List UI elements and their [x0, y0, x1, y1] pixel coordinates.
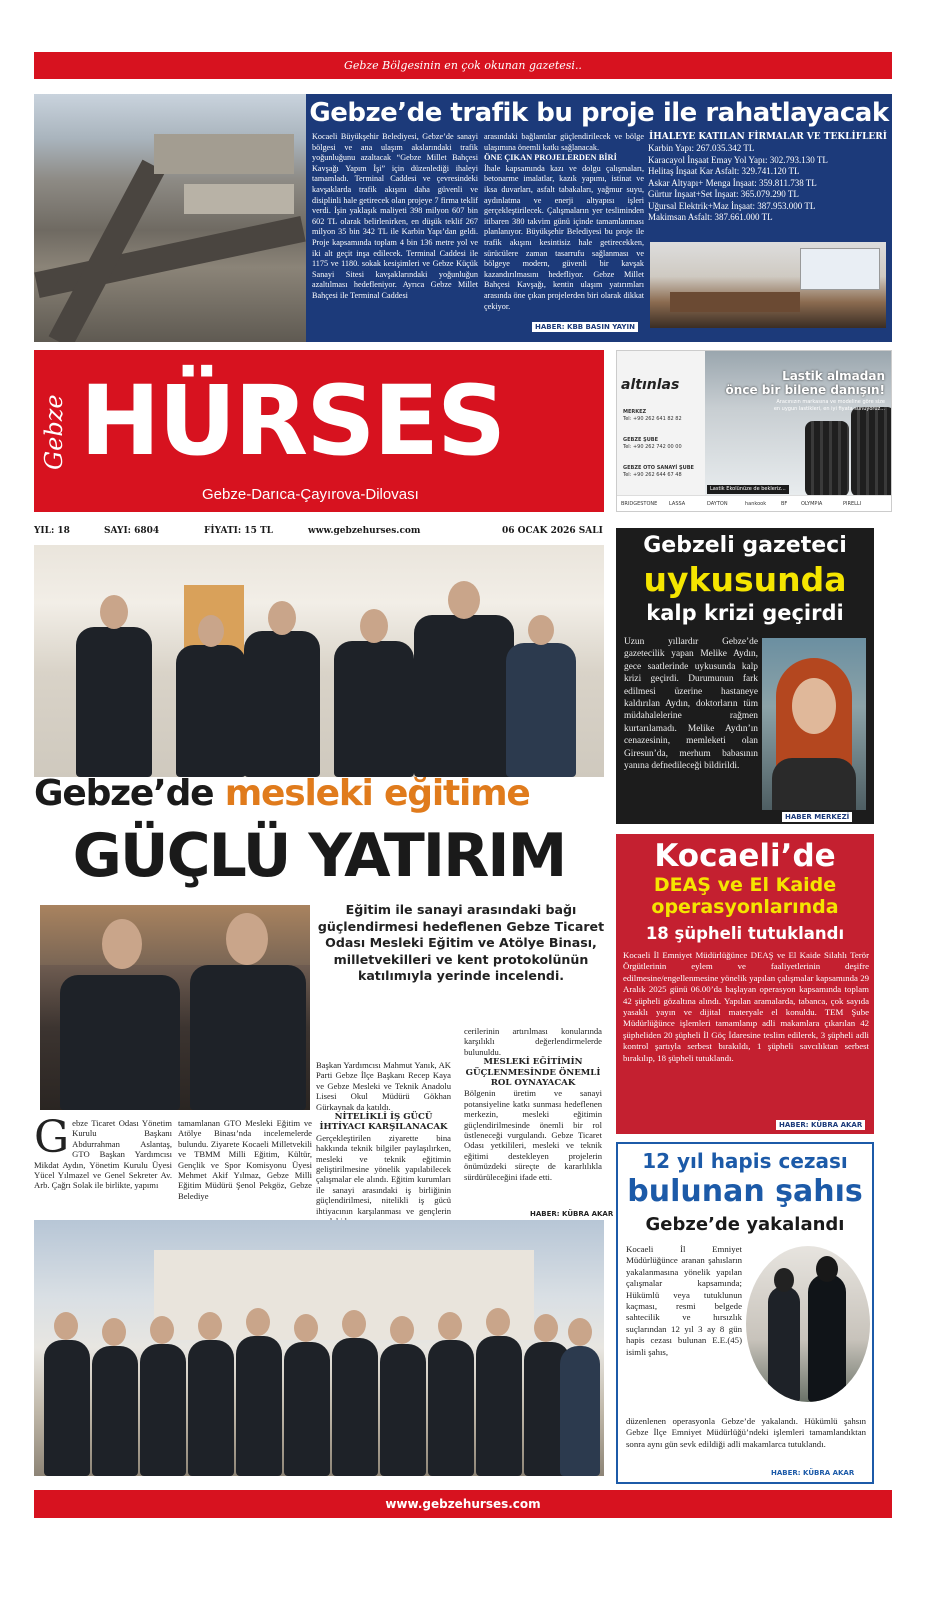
- deas-credit: HABER: KÜBRA AKAR: [776, 1120, 865, 1130]
- obituary-headline-1: Gebzeli gazeteci: [643, 533, 847, 558]
- top-story-subhead: ÖNE ÇIKAN PROJELERDEN BİRİ: [484, 153, 617, 163]
- issue-info-bar: [34, 526, 604, 540]
- highway-aerial-photo: [34, 94, 306, 342]
- police-arrest-photo: [746, 1246, 870, 1402]
- tender-item: Makimsan Asfalt: 387.661.000 TL: [648, 212, 773, 222]
- ad-tagline: Aracınızın markasına ve modeline göre size en uygun lastikleri, en iyi fiyata sunuyoruz...: [773, 399, 885, 412]
- capture-credit: HABER: KÜBRA AKAR: [768, 1468, 857, 1478]
- issue-date: 06 OCAK 2026 SALI: [502, 526, 603, 536]
- main-story-photo: [34, 545, 604, 777]
- tyre-advertisement[interactable]: [616, 350, 892, 512]
- tender-item: Uğursal Elektrik+Maz İnşaat: 387.953.000 TL: [648, 200, 816, 211]
- tender-item: Karacayol İnşaat Emay Yol Yapı: 302.793.130 TL: [648, 154, 828, 165]
- drop-cap: G: [34, 1112, 70, 1163]
- capture-headline-1: 12 yıl hapis cezası: [642, 1149, 848, 1173]
- tender-item: Karbin Yapı: 267.035.342 TL: [648, 143, 755, 153]
- brand-script: Gebze: [40, 394, 68, 470]
- capture-headline-2: bulunan şahıs: [627, 1174, 863, 1209]
- brand-subtitle: Gebze-Darıca-Çayırova-Dilovası: [202, 486, 419, 503]
- capture-story[interactable]: [616, 1142, 874, 1484]
- obituary-credit: HABER MERKEZİ: [782, 812, 852, 822]
- top-story-credit: HABER: KBB BASIN YAYIN: [532, 322, 638, 332]
- top-story[interactable]: [34, 94, 892, 342]
- ad-branch: MERKEZ Tel: +90 262 641 82 82: [623, 409, 682, 422]
- main-story-headline: Gebze’de mesleki eğitime: [34, 773, 530, 814]
- group-photo: [34, 1220, 604, 1476]
- ad-slogan: Lastik almadan önce bir bilene danışın!: [725, 369, 885, 397]
- ad-branch: GEBZE OTO SANAYİ ŞUBE Tel: +90 262 644 67 48: [623, 465, 694, 478]
- capture-text-narrow: Kocaeli İl Emniyet Müdürlüğünce aranan şahısların yakalanmasına yönelik yapılan çalışmalar kapsamında; Hükümlü veya tutuklunun kaçması, resmi belgede sahtecilik ve hırsızlık suçlarından 12 yıl 3 ay 8 gün hapis cezası bulunan E.E.(45) isimli şahıs,: [626, 1244, 742, 1357]
- tender-item: Askar Altyapı+ Menga İnşaat: 359.811.738 TL: [648, 177, 817, 188]
- ad-tyre-image: [705, 351, 891, 495]
- main-story-column-4: cerilerinin artırılması konularında karşılıklı değerlendirmelerde bulunuldu. MESLEKİ EĞİTİMİN GÜÇLENMESİNDE ÖNEMLİ ROL OYNAYACAK Bölgenin üretim ve sanayi potansiyeline katkı sunması hedeflenen merkezin, mesleki eğitimin güçlendirilmesinde önemli bir rol üstleneceği vurgulandı. Gebze Ticaret Odası yetkilileri, mesleki ve teknik eğitimi destekleyen projelerin önümüzdeki süreçte de kararlılıkla sürdürüleceğini ifade etti.: [464, 1026, 602, 1182]
- capture-text-wide: düzenlenen operasyonla Gebze’de yakalandı. Hükümlü şahsın Gebze İlçe Emniyet Müdürlüğü’ndeki işlemleri tamamlandıktan sonra aynı gün sevk edildiği adli makamlarca tutuklandı.: [626, 1416, 866, 1449]
- main-story-subhead: MESLEKİ EĞİTİMİN GÜÇLENMESİNDE ÖNEMLİ ROL OYNAYACAK: [465, 1057, 601, 1089]
- ad-logo: altınlas: [621, 377, 680, 393]
- capture-headline-3: Gebze’de yakalandı: [645, 1214, 845, 1235]
- obituary-story[interactable]: [616, 528, 874, 824]
- main-story-headline-big: GÜÇLÜ YATIRIM: [72, 821, 566, 891]
- top-story-column-2a: arasındaki bağlantılar güçlendirilecek ve bölge ulaşımına önemli katkı sağlanacak.: [484, 132, 644, 152]
- top-story-column-2: [484, 132, 644, 312]
- tender-item: Helitaş İnşaat Kar Asfalt: 329.741.120 TL: [648, 166, 800, 176]
- deas-headline-2: DEAŞ ve El Kaide operasyonlarında: [651, 874, 839, 918]
- top-story-headline: Gebze’de trafik bu proje ile rahatlayacak: [309, 98, 889, 128]
- main-story-column-2: tamamlanan GTO Mesleki Eğitim ve Atölye Binası’nda incelemelerde bulundu. Ziyarete Kocaeli Milletvekili ve TBMM Milli Eğitim, Kültür, Gençlik ve Spor Komisyonu Üyesi Mehmet Akif Yılmaz, Gebze Milli Eğitim Müdürü Şenol Pekgöz, Gebze Belediye: [178, 1118, 312, 1201]
- website-link[interactable]: www.gebzehurses.com: [308, 526, 421, 536]
- deas-headline-1: Kocaeli’de: [654, 838, 836, 874]
- journalist-portrait: [762, 638, 866, 810]
- tender-list: [648, 132, 888, 224]
- deas-operation-story[interactable]: [616, 834, 874, 1134]
- main-story-credit: HABER: KÜBRA AKAR: [530, 1210, 614, 1218]
- footer-bar: [34, 1490, 892, 1518]
- issue-year: YIL: 18: [34, 526, 70, 536]
- tender-item: Gürtur İnşaat+Set İnşaat: 365.079.290 TL: [648, 189, 799, 199]
- ad-contact-panel: [617, 351, 705, 495]
- obituary-text: Uzun yıllardır Gebze’de gazetecilik yapan Melike Aydın, gece saatlerinde uykusunda kalp krizi geçirdi. Durumunun fark edilmesi üzerine hastaneye kaldırılan Aydın, doktorların tüm müdahalelerine rağmen kurtarılamadı. Melike Aydın’ın cenazesinin, memleketi olan Giresun’da, merhum babasının yanına defnedileceği bildirildi.: [624, 637, 758, 772]
- ad-footer: Lastik Ekolünüze de bekleriz...: [707, 485, 789, 494]
- issue-price: FİYATI: 15 TL: [204, 526, 273, 536]
- ad-brand-strip: BRIDGESTONE LASSA DAYTON hankook BF OLYMPIA PIRELLI: [617, 495, 891, 511]
- slogan-strip: [34, 52, 892, 79]
- masthead[interactable]: [34, 350, 604, 512]
- top-story-column-2b: İhale kapsamında kazı ve dolgu çalışmaları, betonarme imalatlar, kazık yapımı, istinat ve iksa duvarları, asfalt tabakaları, yağmur suyu, aydınlatma ve enerji altyapısı işleri gerçekleştirilecek. Çalışmaların yer tesliminden itibaren 380 takvim günü içinde tamamlanması planlanıyor. Büyükşehir Belediyesi bu proje ile trafik akışını kesintisiz hale getirecekken, sürücülere zaman tasarrufu sağlanması ve bölgeye modern, güvenli bir kavşak kazandırılmasını hedefliyor. Gebze Millet Bahçesi Kavşağı, kentin ulaşım yatırımları arasında öne çıkan projelerden biri olarak dikkat çekiyor.: [484, 163, 644, 311]
- meeting-photo: [650, 242, 886, 328]
- deas-text: Kocaeli İl Emniyet Müdürlüğünce DEAŞ ve El Kaide Silahlı Terör Örgütlerinin eylem ve faaliyetlerinin deşifre edilmesine/engellenmesine yönelik yapılan çalışmalar kapsamında 29 Aralık 2025 günü 06.00’da başlayan operasyon kapsamında toplam 42 şüpheli gözaltına alındı. Yapılan aramalarda, tabanca, çok sayıda yasaklı yayın ve dijital materyale el konuldu. TEM Şube Müdürlüğünce işlemleri tamamlanıp adli makamlara çıkarılan 42 şüpheliden 20 şüpheli İl Göç İdaresine teslim edilerek, 3 şüpheli adli kontrol şartıyla serbest bırakıldı, 1 şüpheli savcılıktan serbest bırakılıp, 18 şüpheli tutuklandı.: [623, 950, 869, 1063]
- main-story-column-3: Başkan Yardımcısı Mahmut Yanık, AK Parti Gebze İlçe Başkanı Recep Kaya ve Gebze Mesleki ve Teknik Anadolu Lisesi Okul Müdürü Gökhan Gürkaynak da katıldı. NİTELİKLİ İŞ GÜCÜ İHTİYACI KARŞILANACAK Gerçekleştirilen ziyarette bina hakkında teknik bilgiler paylaşılırken, mesleki ve teknik eğitimin geliştirilmesine yönelik yapılabilecek çalışmalar ele alındı. Eğitim kurumları ile sanayi arasındaki iş birliğinin güçlendirilmesi, nitelikli iş gücü ihtiyacının karşılanması ve gençlerin: [316, 1060, 451, 1216]
- officials-photo: [40, 905, 310, 1110]
- tender-title: İHALEYE KATILAN FİRMALAR VE TEKLİFLERİ: [649, 132, 887, 142]
- deas-headline-3: 18 şüpheli tutuklandı: [645, 924, 845, 943]
- main-story-lead: Eğitim ile sanayi arasındaki bağı güçlendirmesi hedeflenen Gebze Ticaret Odası Mesleki Eğitim ve Atölye Binası, milletvekilleri ve kent protokolünün katılımıyla yerinde incelendi.: [317, 902, 605, 983]
- obituary-headline-2: uykusunda: [643, 560, 847, 599]
- main-story-subhead: NİTELİKLİ İŞ GÜCÜ İHTİYACI KARŞILANACAK: [319, 1112, 448, 1133]
- slogan-text: Gebze Bölgesinin en çok okunan gazetesi..: [344, 59, 582, 72]
- brand-logo: HÜRSES: [80, 365, 505, 477]
- main-story-column-1: Gebze Ticaret Odası Yönetim Kurulu Başkanı Abdurrahman Aslantaş, GTO Başkan Yardımcısı Mikdat Aydın, Yönetim Kurulu Üyesi Yücel Yılmazel ve Genel Sekreter Av. Arb. Çağrı Solak ile birlikte, yapımı: [34, 1112, 172, 1191]
- top-story-column-1: Kocaeli Büyükşehir Belediyesi, Gebze’de sanayi bölgesi ve ana ulaşım akslarındaki trafik yoğunluğunu azaltacak “Gebze Millet Bahçesi Kavşağı Yapım İşi” için düzenlediği ihaleyi tamamladı. Terminal Caddesi ve çevresindeki kavşaklarda trafik akışını daha güvenli ve disiplinli hale getirecek olan projeye 7 firma teklif verdi. İşin yaklaşık maliyeti 398 milyon 607 bin 602 TL olarak belirlenirken, en düşük teklif 267 milyon 35 bin 342 TL ile Karbin Yapı’dan geldi. Proje kapsamında toplam 4 bin 136 metre yol ve iki alt geçit inşa edilecek. Terminal Caddesi ile 1175 ve 1180. sokak kesişimleri ve Gebze Küçük Sanayi Sitesi kavşaklarındaki yoğunluğun azaltılması hedefleniyor. Ayrıca Gebze Millet Bahçesi ile Terminal Caddesi: [312, 132, 478, 300]
- issue-number: SAYI: 6804: [104, 526, 160, 536]
- footer-website-link[interactable]: www.gebzehurses.com: [385, 1497, 541, 1511]
- obituary-headline-3: kalp krizi geçirdi: [646, 601, 844, 625]
- ad-branch: GEBZE ŞUBE Tel: +90 262 742 00 00: [623, 437, 682, 450]
